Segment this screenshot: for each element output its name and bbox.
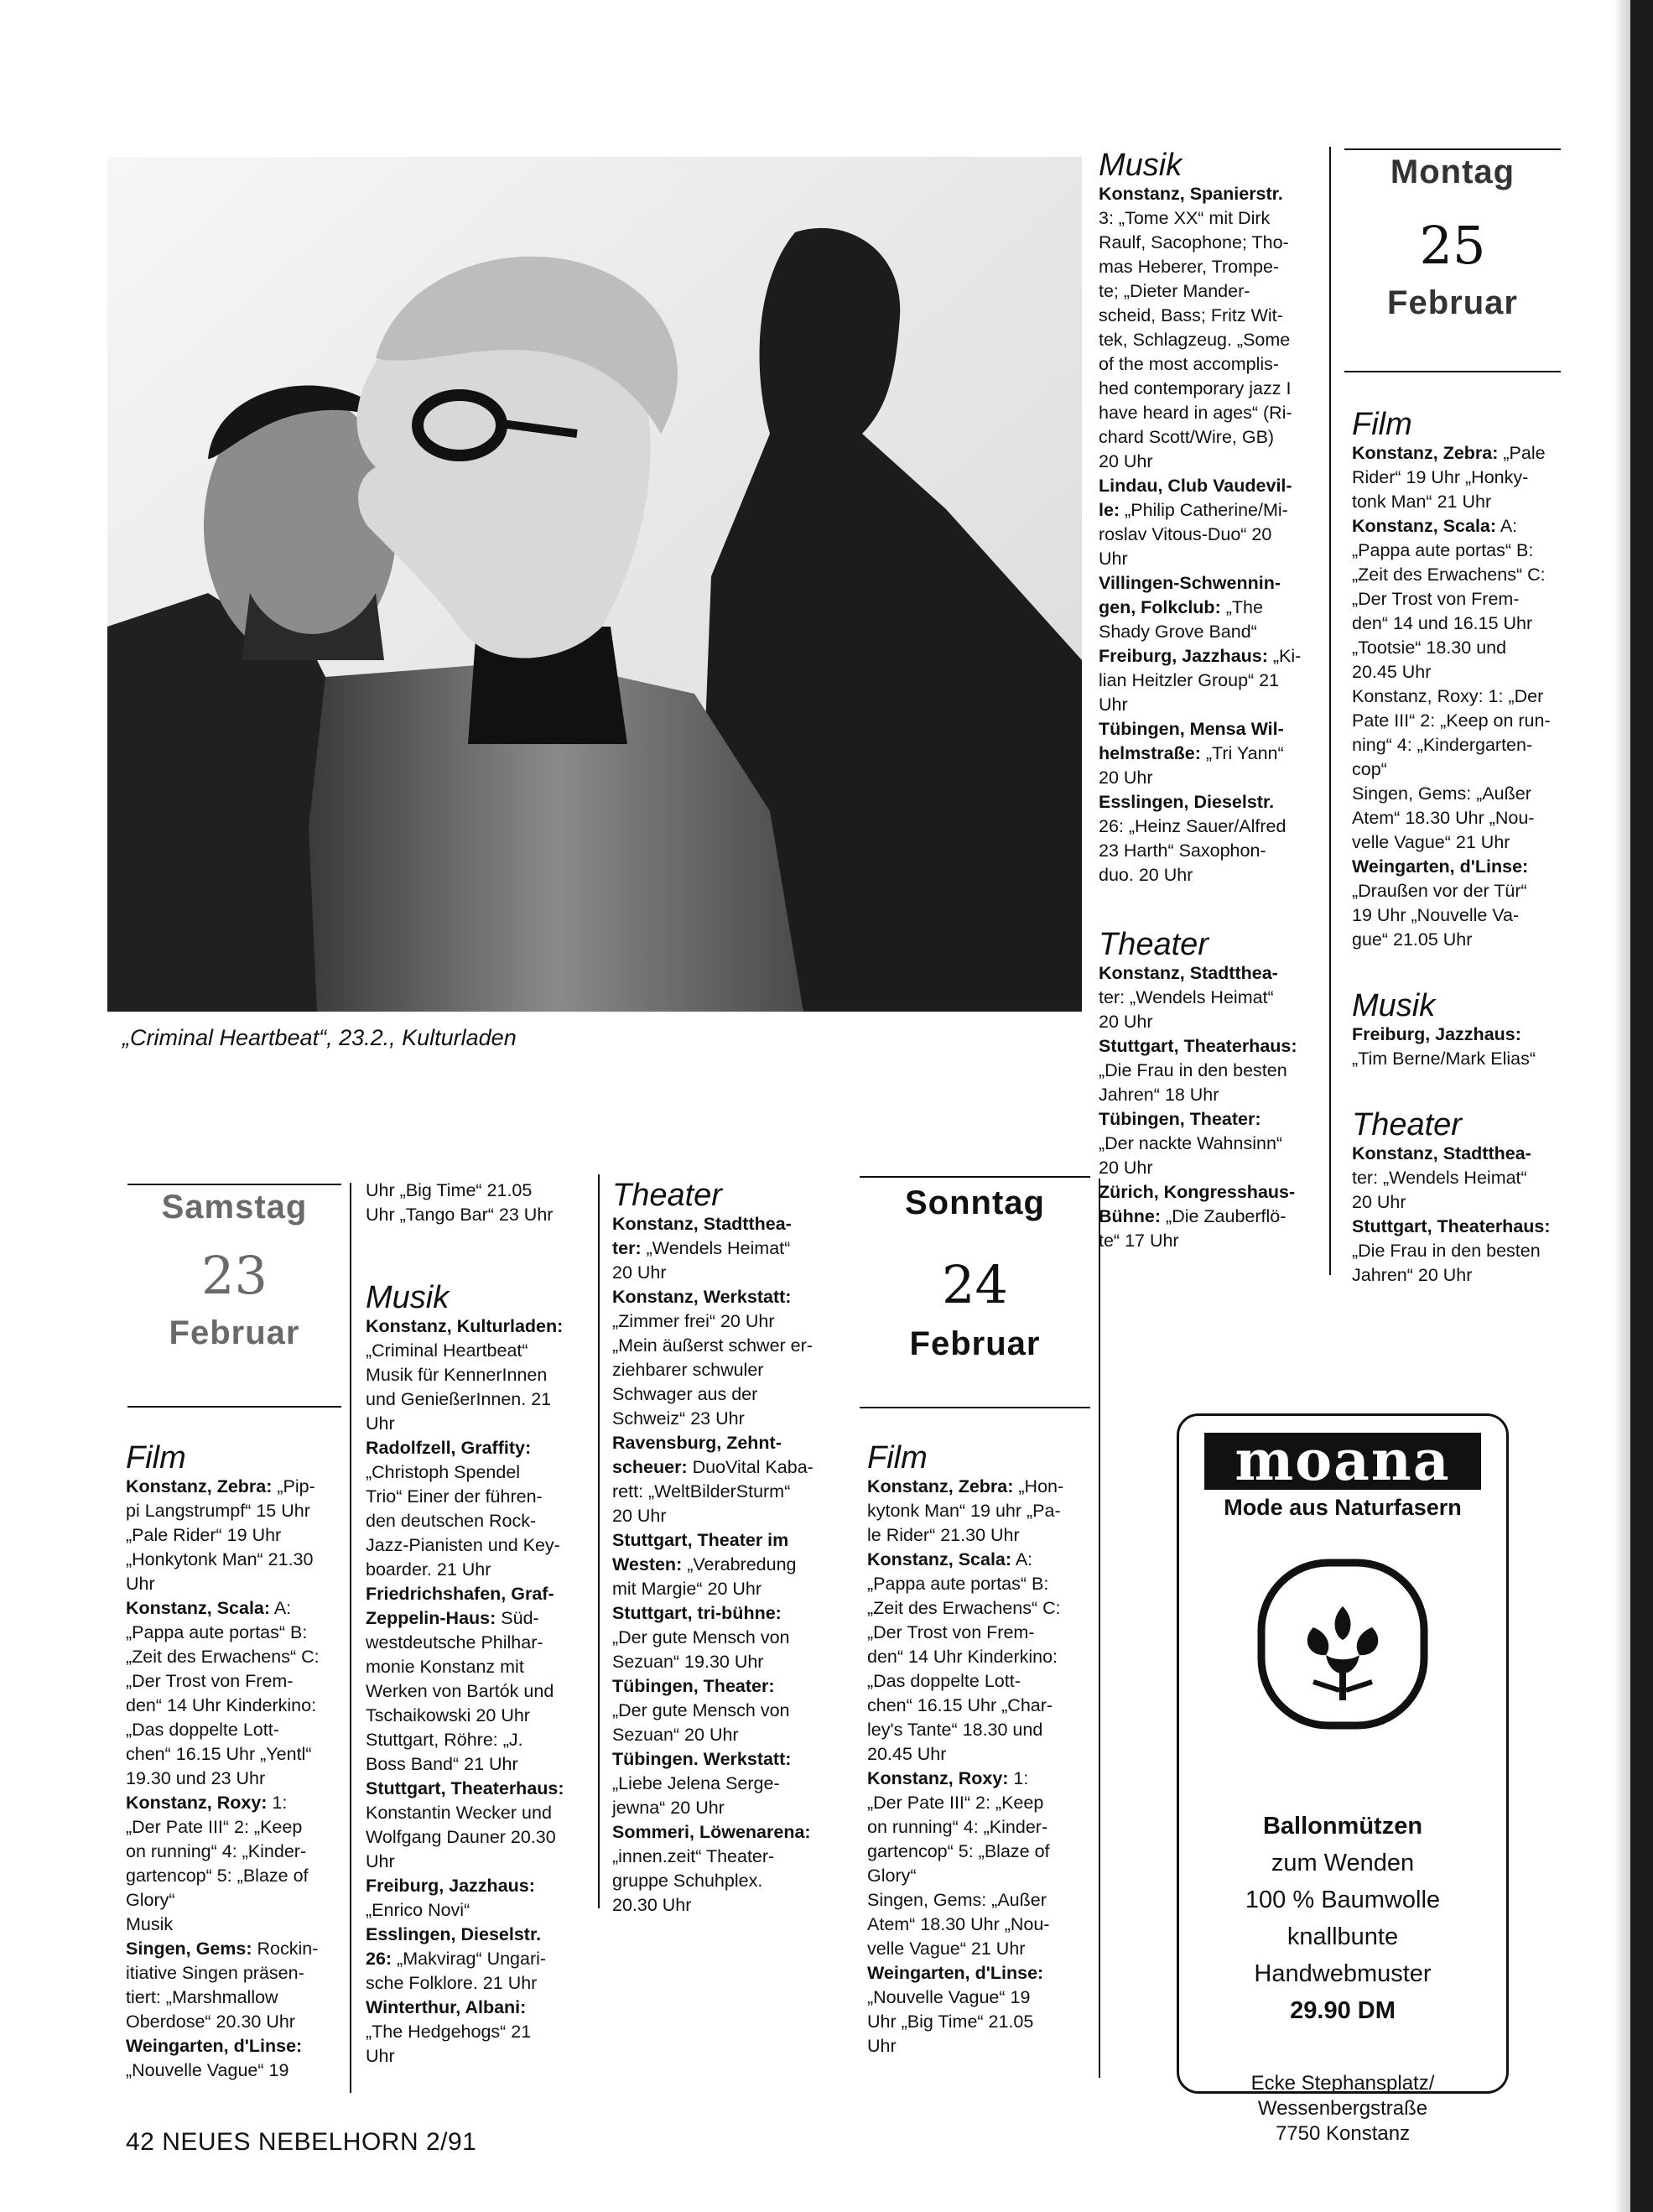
listing-entry: Konstanz, Stadtthea- ter: „Wendels Heimat“ 20 Uhr	[612, 1214, 792, 1283]
ad-line: Ballonmützen	[1262, 1813, 1423, 1840]
ad-address-line: Wessenbergstraße	[1257, 2097, 1428, 2120]
listing-entry: Friedrichshafen, Graf- Zeppelin-Haus: Süd- westdeutsche Philhar- monie Konstanz mit Werken von Bartók und Tschaikowski 20 Uhr Stuttgart, Röhre: „J. Boss Band“ 21 Uhr	[366, 1584, 554, 1774]
ad-address-line: Ecke Stephansplatz/	[1250, 2072, 1435, 2095]
listing-entry: Konstanz, Zebra: „Hon- kytonk Man“ 19 uhr „Pa- le Rider“ 21.30 Uhr	[867, 1476, 1064, 1545]
ad-tagline: Mode aus Naturfasern	[1224, 1495, 1462, 1520]
samstag-day: Samstag	[161, 1189, 308, 1226]
listing-entry: Stuttgart, Theaterhaus: „Die Frau in den besten Jahren“ 18 Uhr	[1099, 1036, 1297, 1105]
listing-entry: Radolfzell, Graffity: „Christoph Spendel Trio“ Einer der führen- den deutschen Rock- Jazz-Pianisten und Key- boarder. 21 Uhr	[366, 1438, 560, 1580]
listing-entry: Konstanz, Scala: A: „Pappa aute portas“ B: „Zeit des Erwachens“ C: „Der Trost von Frem- den“ 14 Uhr Kinderkino: „Das doppelte Lott- chen“ 16.15 Uhr „Char- ley's Tante“ 18.30 und 20.45 Uhr	[867, 1549, 1061, 1764]
photo-caption: „Criminal Heartbeat“, 23.2., Kulturladen	[122, 1025, 517, 1050]
band-photo-image	[107, 157, 1082, 1012]
listing-entry: Singen, Gems: Rockin- itiative Singen präsen- tiert: „Marshmallow Oberdose“ 20.30 Uhr	[126, 1939, 319, 2032]
listing-entry: Tübingen, Theater: „Der gute Mensch von Sezuan“ 20 Uhr	[612, 1676, 790, 1745]
listing-entry: Konstanz, Spanierstr. 3: „Tome XX“ mit Dirk Raulf, Sacophone; Tho- mas Heberer, Trompe- te; „Dieter Mander- scheid, Bass; Fritz Wit- tek, Schlagzeug. „Some of the most accomplis- hed contemporary jazz I have heard in ages“ (Ri- chard Scott/Wire, GB) 20 Uhr	[1099, 184, 1292, 471]
ad-address	[1179, 2071, 1506, 2147]
listing-entry: Stuttgart, Theater im Westen: „Verabredung mit Margie“ 20 Uhr	[612, 1530, 797, 1599]
listing-entry: Sommeri, Löwenarena: „innen.zeit“ Theater- gruppe Schuhplex. 20.30 Uhr	[612, 1822, 811, 1915]
listing-entry: Stuttgart, tri-bühne: „Der gute Mensch von Sezuan“ 19.30 Uhr	[612, 1603, 790, 1672]
listing-entry: Esslingen, Dieselstr. 26: „Makvirag“ Ungari- sche Folklore. 21 Uhr	[366, 1924, 547, 1993]
samstag-film-continued: Uhr „Big Time“ 21.05 Uhr „Tango Bar“ 23 Uhr	[366, 1180, 554, 1225]
samstag-month: Februar	[169, 1314, 300, 1351]
listing-entry: Villingen-Schwennin- gen, Folkclub: „The Shady Grove Band“	[1099, 573, 1281, 642]
montag-bottom-rule	[1344, 371, 1561, 372]
ad-address-line: 7750 Konstanz	[1275, 2122, 1411, 2145]
listing-entry: Konstanz, Stadtthea- ter: „Wendels Heimat“ 20 Uhr	[1352, 1143, 1531, 1212]
moana-logo-text: moana	[1235, 1433, 1451, 1490]
moana-logo	[1204, 1433, 1481, 1490]
listing-entry: Lindau, Club Vaudevil- le: „Philip Catherine/Mi- roslav Vitous-Duo“ 20 Uhr	[1099, 476, 1292, 569]
listing-entry: Ravensburg, Zehnt- scheuer: DuoVital Kaba- rett: „WeltBilderSturm“ 20 Uhr	[612, 1433, 814, 1526]
samstag-musik-heading: Musik	[366, 1280, 450, 1315]
samstag-theater-heading: Theater	[612, 1178, 722, 1213]
listing-entry: Weingarten, d'Linse: „Draußen vor der Tür“ 19 Uhr „Nouvelle Va- gue“ 21.05 Uhr	[1352, 856, 1529, 950]
listing-entry: Freiburg, Jazzhaus: „Enrico Novi“	[366, 1876, 535, 1920]
column-divider	[598, 1174, 600, 1908]
montag-column	[1352, 408, 1580, 1288]
ad-line: zum Wenden	[1271, 1850, 1415, 1876]
samstag-theater-column	[612, 1179, 839, 1918]
sonntag-film-heading: Film	[867, 1440, 928, 1476]
listing-entry: Konstanz, Zebra: „Pip- pi Langstrumpf“ 15 Uhr „Pale Rider“ 19 Uhr „Honkytonk Man“ 21.30 Uhr	[126, 1476, 315, 1594]
listing-entry: Weingarten, d'Linse: „Nouvelle Vague“ 19	[126, 2036, 303, 2080]
column-divider	[350, 1183, 351, 2093]
ad-line: Handwebmuster	[1254, 1960, 1432, 1987]
page-shade	[1614, 0, 1630, 2212]
column-divider	[1329, 147, 1331, 1275]
listing-entry: Konstanz, Roxy: 1: „Der Pate III“ 2: „Keep on running“ 4: „Kinder- gartencop“ 5: „Blaze of Glory“ Singen, Gems: „Außer Atem“ 18.30 Uhr „Nou- velle Vague“ 21 Uhr	[867, 1768, 1050, 1959]
sonntag-musik-heading: Musik	[1099, 148, 1183, 183]
listing-entry: Esslingen, Dieselstr. 26: „Heinz Sauer/Alfred 23 Harth“ Saxophon- duo. 20 Uhr	[1099, 792, 1287, 885]
samstag-date: 23	[201, 1245, 268, 1306]
listing-entry: Konstanz, Werkstatt: „Zimmer frei“ 20 Uhr „Mein äußerst schwer er- ziehbarer schwuler Schwager aus der Schweiz“ 23 Uhr	[612, 1287, 813, 1429]
listing-entry: Konstanz, Stadtthea- ter: „Wendels Heimat“ 20 Uhr	[1099, 963, 1278, 1032]
listing-entry: Konstanz, Roxy: 1: „Der Pate III“ 2: „Keep on running“ 4: „Kinder- gartencop“ 5: „Blaze of Glory“ Musik	[126, 1793, 309, 1934]
sonntag-theater-heading: Theater	[1099, 927, 1209, 962]
ad-copy	[1179, 1808, 1506, 2029]
band-photo	[107, 157, 1082, 1012]
montag-date-box	[1344, 150, 1561, 322]
montag-date: 25	[1419, 215, 1486, 276]
listing-entry: Konstanz, Zebra: „Pale Rider“ 19 Uhr „Honky- tonk Man“ 21 Uhr	[1352, 443, 1546, 512]
ad-line: knallbunte	[1287, 1923, 1399, 1950]
montag-day: Montag	[1390, 154, 1515, 190]
page-edge	[1630, 0, 1653, 2212]
samstag-film-column	[126, 1441, 346, 2083]
listing-entry: Tübingen, Theater: „Der nackte Wahnsinn“ 20 Uhr	[1099, 1109, 1283, 1178]
moana-logo-graphic	[1204, 1433, 1481, 1490]
montag-musik-heading: Musik	[1352, 988, 1436, 1023]
montag-month: Februar	[1387, 284, 1518, 321]
listing-entry: Freiburg, Jazzhaus: „Tim Berne/Mark Elias“	[1352, 1024, 1536, 1069]
montag-theater-heading: Theater	[1352, 1107, 1462, 1142]
samstag-musik-column	[366, 1179, 592, 2069]
listing-entry: Weingarten, d'Linse: „Nouvelle Vague“ 19 Uhr „Big Time“ 21.05 Uhr	[867, 1963, 1044, 2056]
sonntag-day: Sonntag	[905, 1184, 1045, 1221]
samstag-bottom-rule	[127, 1406, 341, 1408]
sonntag-bottom-rule	[860, 1407, 1090, 1408]
cotton-plant-icon	[1255, 1556, 1431, 1732]
sonntag-month: Februar	[909, 1325, 1041, 1362]
montag-film-heading: Film	[1352, 407, 1412, 442]
column-divider	[1099, 1179, 1100, 2078]
sonntag-film-column	[867, 1441, 1094, 2058]
listing-entry: Konstanz, Kulturladen: „Criminal Heartbeat“ Musik für KennerInnen und GenießerInnen. 21 Uhr	[366, 1316, 564, 1434]
sonntag-musik-column	[1099, 148, 1325, 1253]
listing-entry: Tübingen, Mensa Wil- helmstraße: „Tri Yann“ 20 Uhr	[1099, 719, 1284, 788]
samstag-film-heading: Film	[126, 1440, 186, 1476]
listing-entry: Tübingen. Werkstatt: „Liebe Jelena Serge- jewna“ 20 Uhr	[612, 1749, 792, 1818]
sonntag-date: 24	[942, 1254, 1008, 1315]
listing-entry: Stuttgart, Theaterhaus: „Die Frau in den besten Jahren“ 20 Uhr	[1352, 1216, 1551, 1285]
moana-advert	[1177, 1413, 1509, 2145]
page-footer: 42 NEUES NEBELHORN 2/91	[126, 2128, 477, 2156]
listing-entry: Zürich, Kongresshaus- Bühne: „Die Zauberflö- te“ 17 Uhr	[1099, 1182, 1296, 1251]
listing-entry: Freiburg, Jazzhaus: „Ki- lian Heitzler Group“ 21 Uhr	[1099, 646, 1302, 715]
listing-entry: Konstanz, Scala: A: „Pappa aute portas“ B: „Zeit des Erwachens“ C: „Der Trost von Frem- den“ 14 Uhr Kinderkino: „Das doppelte Lott- chen“ 16.15 Uhr „Yentl“ 19.30 und 23 Uhr	[126, 1598, 320, 1788]
listing-entry: Stuttgart, Theaterhaus: Konstantin Wecker und Wolfgang Dauner 20.30 Uhr	[366, 1778, 564, 1871]
ad-price: 29.90 DM	[1290, 1997, 1396, 2024]
listing-entry: Winterthur, Albani: „The Hedgehogs“ 21 Uhr	[366, 1997, 532, 2066]
ad-line: 100 % Baumwolle	[1245, 1887, 1441, 1913]
sonntag-date-box	[860, 1178, 1090, 1363]
listing-entry: Konstanz, Scala: A: „Pappa aute portas“ B: „Zeit des Erwachens“ C: „Der Trost von Frem- den“ 14 und 16.15 Uhr „Tootsie“ 18.30 und 20.45 Uhr Konstanz, Roxy: 1: „Der Pate III“ 2: „Keep on run- ning“ 4: „Kindergarten- cop“ Singen, Gems: „Außer Atem“ 18.30 Uhr „Nou- velle Vague“ 21 Uhr	[1352, 516, 1551, 852]
samstag-date-box	[127, 1185, 341, 1352]
